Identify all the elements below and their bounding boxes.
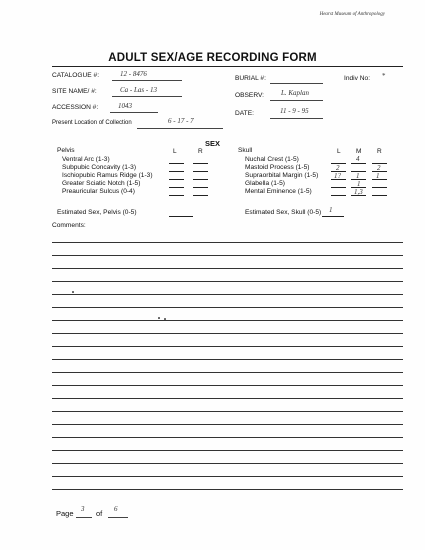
institution-note: Hearst Museum of Anthropology	[319, 12, 385, 17]
site-name-label: SITE NAME/ #:	[52, 88, 97, 95]
date-label: DATE:	[235, 110, 254, 117]
burial-label: BURIAL #:	[235, 75, 266, 82]
skull-l-value[interactable]: 2	[336, 164, 340, 172]
of-label: of	[96, 509, 103, 518]
title-rule	[52, 66, 403, 67]
comment-line[interactable]	[52, 424, 403, 425]
pelvis-r-blank[interactable]	[193, 163, 208, 164]
burial-line	[270, 83, 323, 84]
skull-item-label: Nuchal Crest (1-5)	[245, 156, 299, 163]
comment-line[interactable]	[52, 307, 403, 308]
accession-value[interactable]: 1043	[118, 102, 132, 110]
comment-line[interactable]	[52, 294, 403, 295]
catalogue-line	[112, 80, 182, 81]
comment-line[interactable]	[52, 255, 403, 256]
skull-m-value[interactable]: 1	[357, 180, 361, 188]
accession-label: ACCESSION #:	[52, 104, 99, 111]
pelvis-l-blank[interactable]	[169, 195, 184, 196]
comment-line[interactable]	[52, 489, 403, 490]
pelvis-estimated-label: Estimated Sex, Pelvis (0-5)	[57, 209, 137, 216]
catalogue-label: CATALOGUE #:	[52, 72, 100, 79]
pelvis-item-label: Ventral Arc (1-3)	[62, 156, 110, 163]
observ-label: OBSERV:	[235, 92, 264, 99]
observ-line	[270, 100, 323, 101]
present-location-line	[137, 128, 223, 129]
pelvis-l-blank[interactable]	[169, 171, 184, 172]
skull-r-value[interactable]: 1	[376, 172, 380, 180]
skull-col-r: R	[377, 148, 382, 155]
skull-m-value[interactable]: 1	[356, 172, 360, 180]
pelvis-col-l: L	[173, 148, 177, 155]
pelvis-col-r: R	[198, 148, 203, 155]
form-title: ADULT SEX/AGE RECORDING FORM	[108, 52, 317, 64]
skull-col-l: L	[337, 148, 341, 155]
scan-speck	[72, 291, 74, 293]
pelvis-estimated-blank[interactable]	[169, 216, 193, 217]
skull-item-label: Mental Eminence (1-5)	[245, 188, 312, 195]
pelvis-l-blank[interactable]	[169, 187, 184, 188]
pelvis-item-label: Subpubic Concavity (1-3)	[62, 164, 137, 171]
page-label: Page	[56, 509, 74, 518]
sex-heading: SEX	[204, 139, 220, 148]
comment-line[interactable]	[52, 476, 403, 477]
date-line	[270, 118, 323, 119]
skull-item-label: Mastoid Process (1-5)	[245, 164, 310, 171]
comment-line[interactable]	[52, 372, 403, 373]
indiv-no-value[interactable]: *	[382, 72, 386, 80]
skull-item-label: Glabella (1-5)	[245, 180, 285, 187]
accession-line	[110, 112, 158, 113]
skull-col-m: M	[356, 148, 362, 155]
catalogue-value[interactable]: 12 - 8476	[120, 70, 147, 78]
of-value[interactable]: 6	[114, 505, 118, 513]
comment-line[interactable]	[52, 398, 403, 399]
of-line	[108, 517, 128, 518]
skull-m-value[interactable]: 1,3	[354, 188, 363, 196]
pelvis-r-blank[interactable]	[193, 171, 208, 172]
pelvis-title: Pelvis	[57, 147, 75, 154]
skull-l-blank[interactable]	[331, 187, 346, 188]
comment-line[interactable]	[52, 411, 403, 412]
skull-item-label: Supraorbital Margin (1-5)	[245, 172, 319, 179]
skull-title: Skull	[238, 147, 253, 154]
date-value[interactable]: 11 - 9 - 95	[280, 107, 309, 115]
page-value[interactable]: 3	[81, 505, 85, 513]
skull-l-value[interactable]: 1?	[334, 172, 341, 180]
scan-speck	[158, 317, 160, 319]
comment-line[interactable]	[52, 320, 403, 321]
comment-line[interactable]	[52, 268, 403, 269]
skull-estimated-label: Estimated Sex, Skull (0-5)	[245, 209, 322, 216]
comments-label: Comments:	[52, 222, 86, 229]
skull-estimated-blank[interactable]	[322, 216, 344, 217]
comment-line[interactable]	[52, 242, 403, 243]
pelvis-item-label: Ischiopubic Ramus Ridge (1-3)	[62, 172, 153, 179]
skull-r-blank[interactable]	[372, 195, 387, 196]
observ-value[interactable]: L. Kaplan	[281, 89, 310, 97]
skull-m-value[interactable]: 4	[356, 155, 360, 163]
pelvis-r-blank[interactable]	[193, 195, 208, 196]
site-name-value[interactable]: Ca - Las - 13	[120, 86, 157, 94]
comment-line[interactable]	[52, 437, 403, 438]
comment-line[interactable]	[52, 333, 403, 334]
skull-m-blank[interactable]	[351, 163, 366, 164]
page-line	[76, 517, 92, 518]
pelvis-r-blank[interactable]	[193, 187, 208, 188]
skull-r-blank[interactable]	[372, 179, 387, 180]
present-location-value[interactable]: 6 - 17 - 7	[168, 117, 194, 125]
pelvis-l-blank[interactable]	[169, 179, 184, 180]
pelvis-l-blank[interactable]	[169, 163, 184, 164]
skull-r-value[interactable]: 2	[377, 164, 381, 172]
indiv-no-label: Indiv No:	[344, 75, 371, 82]
skull-l-blank[interactable]	[331, 195, 346, 196]
site-name-line	[112, 96, 182, 97]
scan-speck	[164, 318, 166, 320]
pelvis-item-label: Greater Sciatic Notch (1-5)	[62, 180, 141, 187]
comment-line[interactable]	[52, 385, 403, 386]
pelvis-r-blank[interactable]	[193, 179, 208, 180]
comment-line[interactable]	[52, 450, 403, 451]
comment-line[interactable]	[52, 463, 403, 464]
comment-line[interactable]	[52, 359, 403, 360]
present-location-label: Present Location of Collection	[52, 120, 132, 126]
skull-r-blank[interactable]	[372, 187, 387, 188]
comment-line[interactable]	[52, 281, 403, 282]
comment-line[interactable]	[52, 346, 403, 347]
skull-estimated-value[interactable]: 1	[329, 206, 333, 214]
pelvis-item-label: Preauricular Sulcus (0-4)	[62, 188, 135, 195]
